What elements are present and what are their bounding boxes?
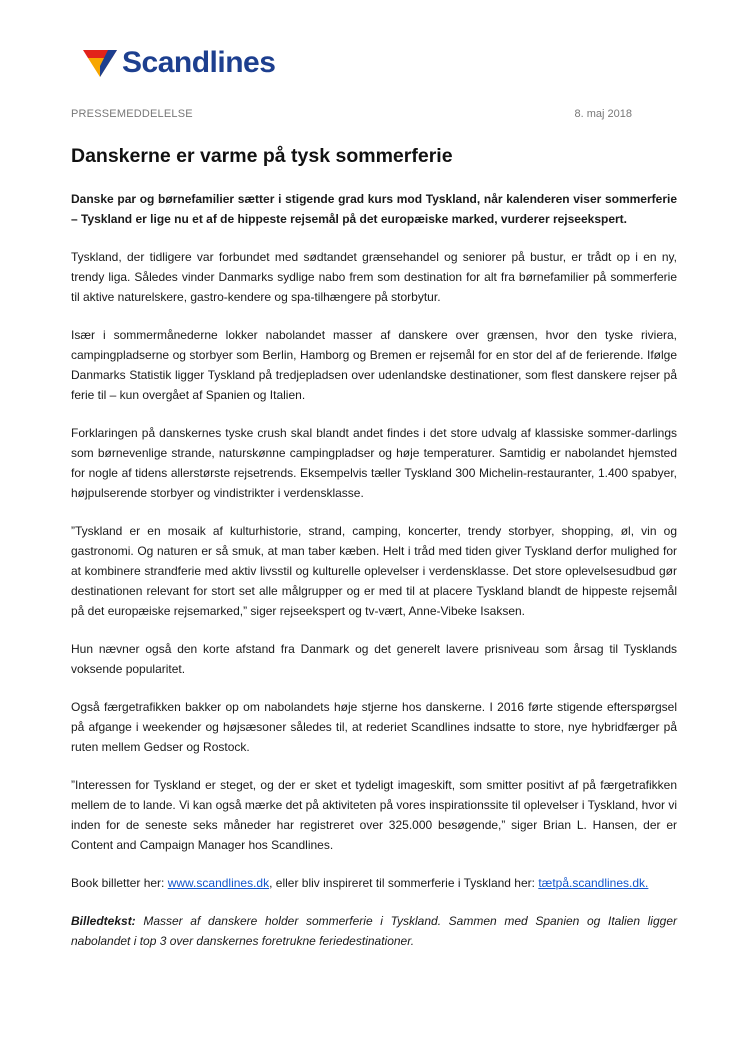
body-paragraph: Tyskland, der tidligere var forbundet med sødtandet grænsehandel og seniorer på bustur, er trådt op i en ny, trendy liga. Således vinder Danmarks sydlige nabo frem som destination for alt fra børnefamilier på sommerferie til aktive naturelskere, gastro-kendere og spa-tilhængere på storbytur. [71, 250, 677, 304]
book-tickets-line [71, 873, 677, 893]
brand-name: Scandlines [122, 46, 276, 79]
body-paragraph: Forklaringen på danskernes tyske crush skal blandt andet findes i det store udvalg af klassiske sommer-darlings som børnevenlige strande, naturskønne campingpladser og høje temperaturer. Samtidig er nabolandet hjemsted for nogle af tidens allerstørste rejsetrends. Eksempelvis tæller Tyskland 300 Michelin-restauranter, 1.400 spabyer, højpulserende storbyer og vindistrikter i verdensklasse. [71, 426, 677, 500]
brand-logo [83, 48, 275, 78]
page-title: Danskerne er varme på tysk sommerferie [71, 145, 453, 167]
caption-label: Billedtekst: [71, 914, 136, 928]
article-body [71, 189, 677, 969]
body-paragraph: Også færgetrafikken bakker op om nabolandets høje stjerne hos danskerne. I 2016 førte stigende efterspørgsel på afgange i weekender og højsæsoner således til, at rederiet Scandlines indsatte to store, nye hybridfærger på ruten mellem Gedser og Rostock. [71, 700, 677, 754]
caption-text: Masser af danskere holder sommerferie i Tyskland. Sammen med Spanien og Italien ligger nabolandet i top 3 over danskernes foretrukne feriedestinationer. [71, 914, 677, 948]
scandlines-website-link[interactable]: www.scandlines.dk [167, 876, 270, 890]
taetpaa-website-link[interactable]: tætpå.scandlines.dk. [538, 876, 649, 890]
quote-paragraph: ”Interessen for Tyskland er steget, og der er sket et tydeligt imageskift, som smitter positivt af på færgetrafikken mellem de to lande. Vi kan også mærke det på aktiviteten på vores inspirationssite til oplevelser i Tyskland, hvor vi inden for de seneste seks måneder har registreret over 325.000 besøgende,” siger Brian L. Hansen, der er Content and Campaign Manager hos Scandlines. [71, 778, 677, 852]
quote-paragraph: ”Tyskland er en mosaik af kulturhistorie, strand, camping, koncerter, trendy storbyer, shopping, øl, vin og gastronomi. Og naturen er så smuk, at man taber kæben. Helt i tråd med tiden giver Tyskland derfor mulighed for at kombinere strandferie med aktiv livsstil og kulturelle oplevelser i verdensklasse. Det store oplevelsesudbud gør destinationen relevant for stort set alle målgrupper og er med til at placere Tyskland blandt de hippeste rejsemål på det europæiske rejsemarked,” siger rejseekspert og tv-vært, Anne-Vibeke Isaksen. [71, 524, 677, 618]
image-caption [71, 911, 677, 951]
lead-paragraph: Danske par og børnefamilier sætter i stigende grad kurs mod Tyskland, når kalenderen viser sommerferie – Tyskland er lige nu et af de hippeste rejsemål på det europæiske marked, vurderer rejseekspert. [71, 192, 677, 226]
body-paragraph: Hun nævner også den korte afstand fra Danmark og det generelt lavere prisniveau som årsag til Tysklands voksende popularitet. [71, 642, 677, 676]
body-paragraph: Især i sommermånederne lokker nabolandet masser af danskere over grænsen, hvor den tyske riviera, campingpladserne og storbyer som Berlin, Hamborg og Bremen er rejsemål for en stor del af de ferierende. Ifølge Danmarks Statistik ligger Tyskland på tredjepladsen over udenlandske destinationer, som flest danskere rejser på ferie til – kun overgået af Spanien og Italien. [71, 328, 677, 402]
book-middle-text: , eller bliv inspireret til sommerferie i Tyskland her: [269, 876, 539, 890]
book-prefix: Book billetter her: [71, 876, 168, 890]
scandlines-v-logo-icon [83, 48, 117, 78]
document-date: 8. maj 2018 [574, 108, 632, 120]
document-type-label: PRESSEMEDDELELSE [71, 108, 193, 120]
